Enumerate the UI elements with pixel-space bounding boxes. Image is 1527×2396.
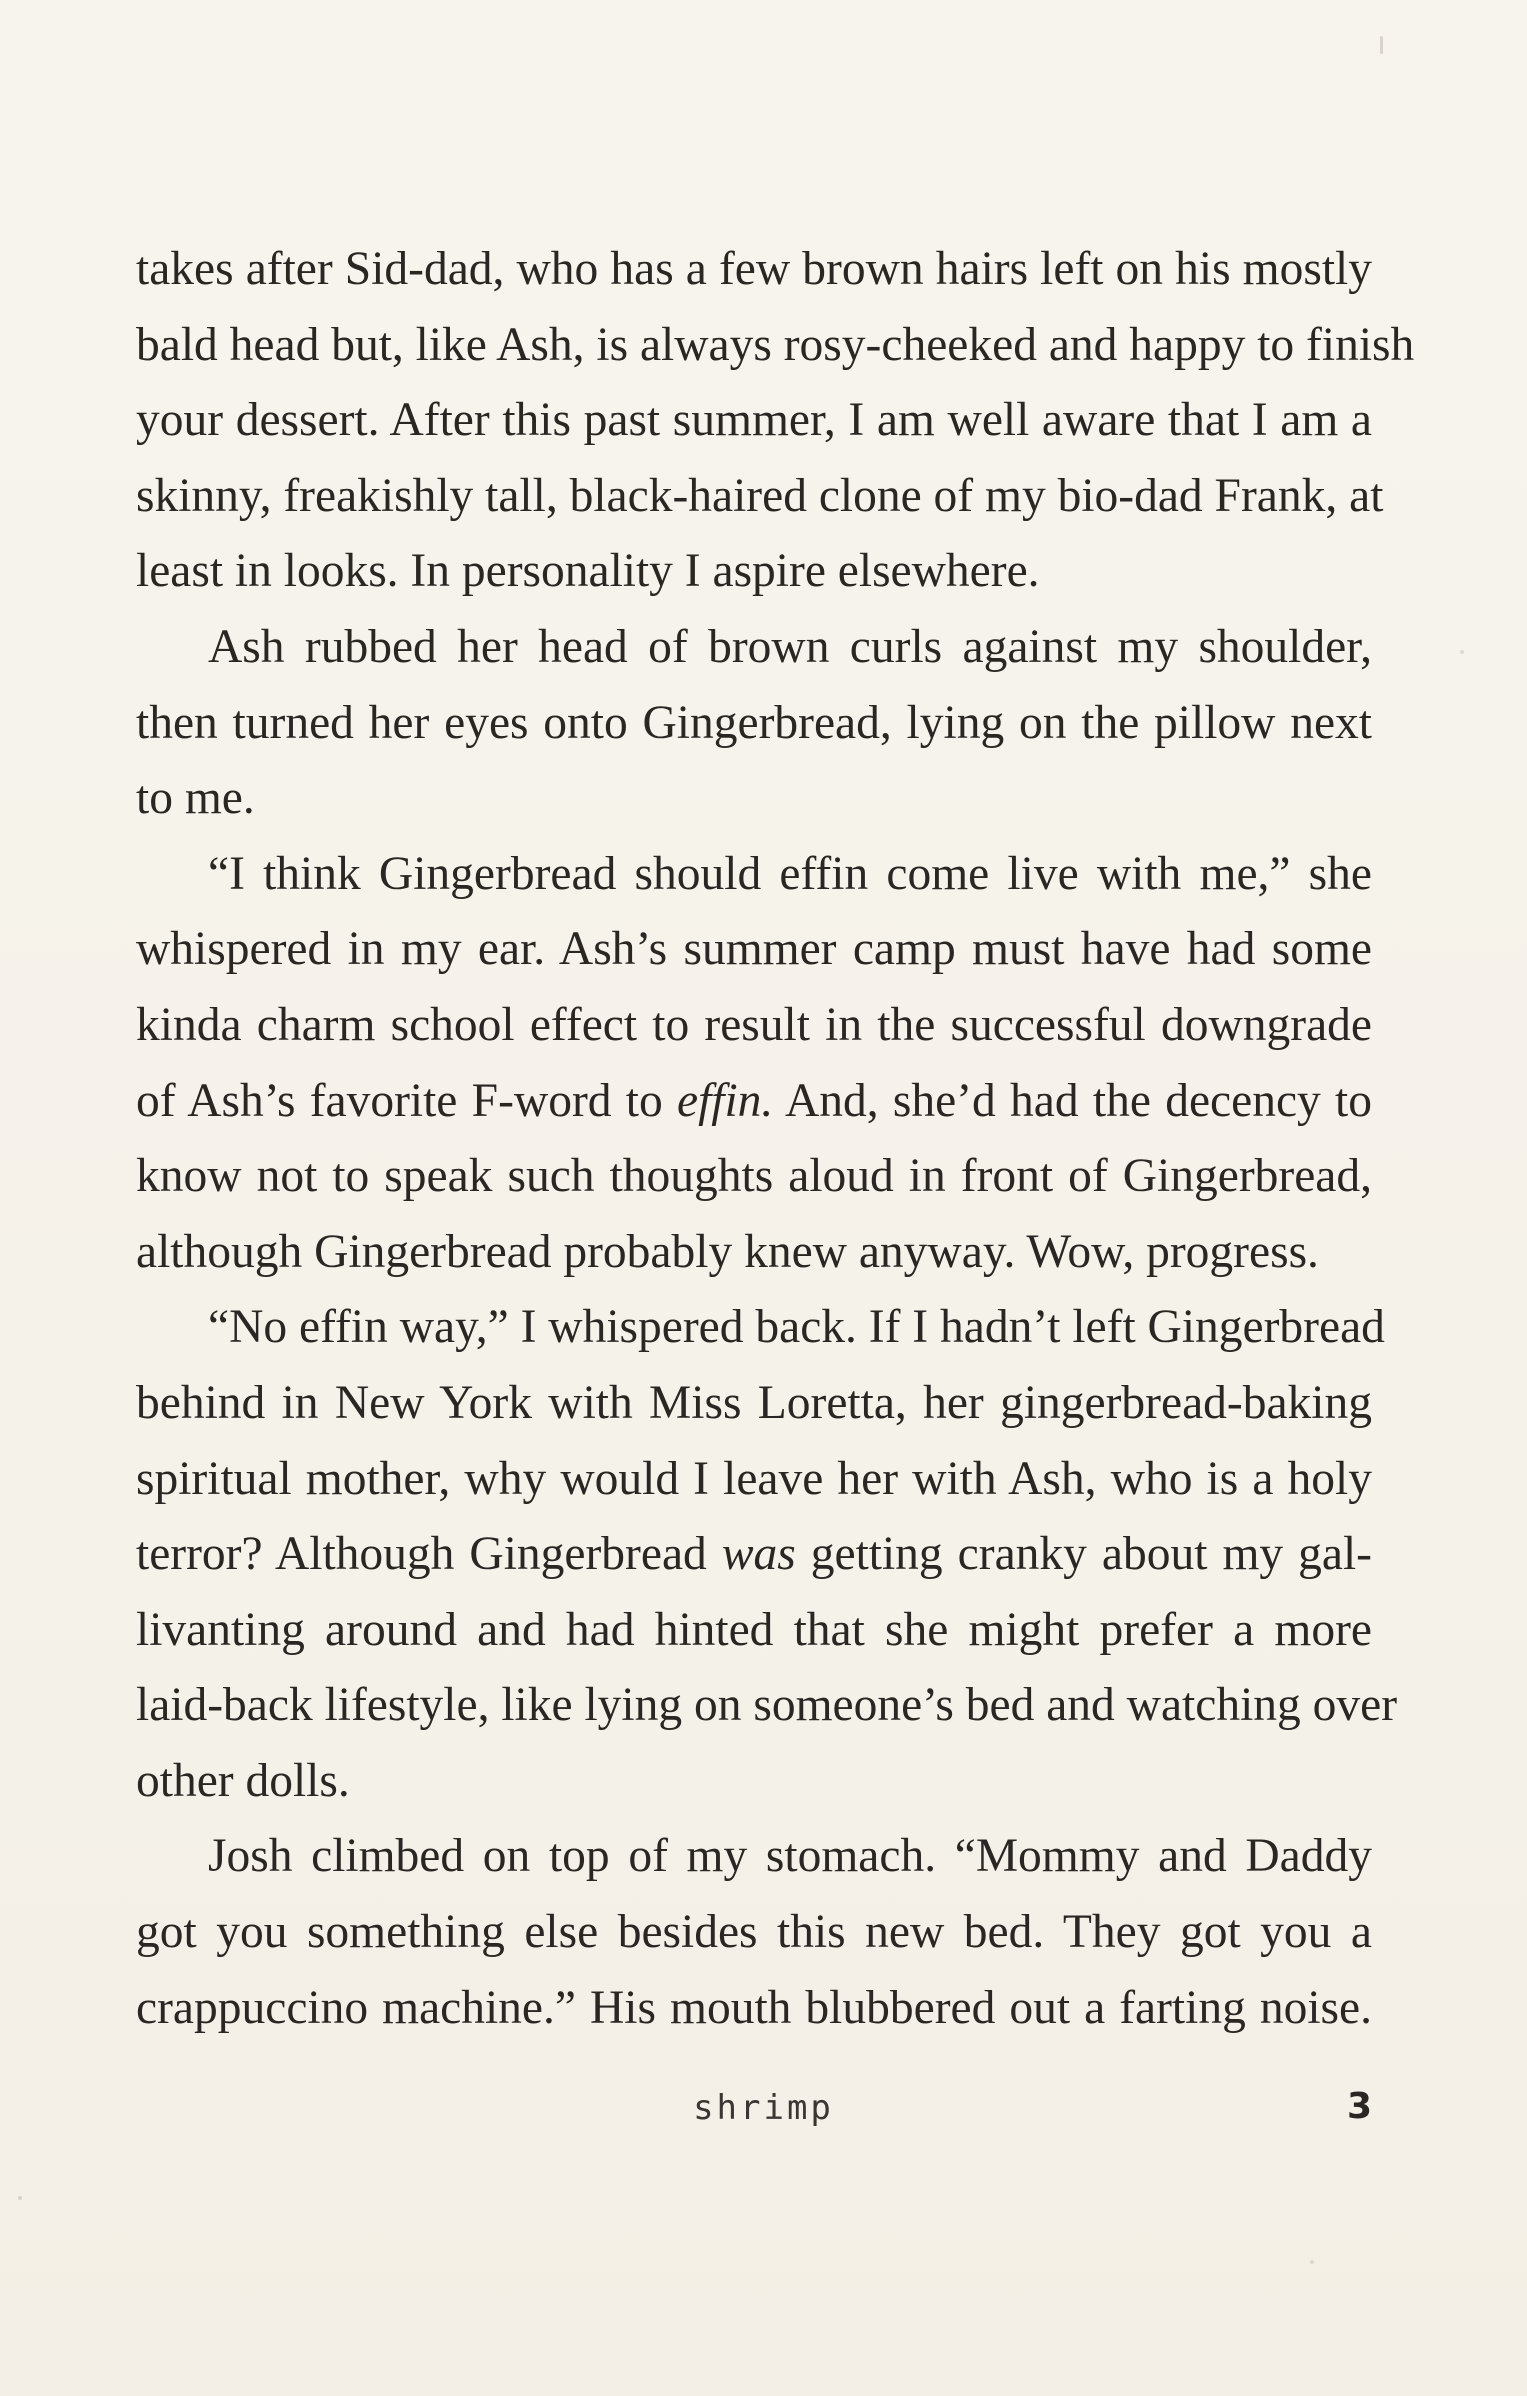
text-line: behind in New York with Miss Loretta, her gingerbread-baking <box>136 1376 1372 1429</box>
text-segment: of Ash’s favorite F-word to <box>136 1074 677 1127</box>
text-line: spiritual mother, why would I leave her with Ash, who is a holy <box>136 1452 1372 1505</box>
text-line: least in looks. In personality I aspire elsewhere. <box>136 545 1040 598</box>
text-line <box>136 1517 1372 1593</box>
text-segment: terror? Although Gingerbread <box>136 1528 722 1581</box>
text-segment: And, she’d had the decency to <box>773 1074 1372 1127</box>
text-line: other dolls. <box>136 1754 350 1807</box>
paper-speck <box>1380 36 1383 54</box>
text-line: “No effin way,” I whispered back. If I hadn’t left Gingerbread <box>208 1301 1385 1354</box>
text-line: Josh climbed on top of my stomach. “Mommy and Daddy <box>208 1830 1372 1883</box>
text-line: Ash rubbed her head of brown curls against my shoulder, <box>208 620 1372 673</box>
text-line: crappuccino machine.” His mouth blubbered out a farting noise. <box>136 1981 1372 2034</box>
text-line: got you something else besides this new bed. They got you a <box>136 1906 1372 1959</box>
text-line: then turned her eyes onto Gingerbread, lying on the pillow next <box>136 696 1372 749</box>
text-line: “I think Gingerbread should effin come live with me,” she <box>208 847 1372 900</box>
paper-speck <box>18 2196 22 2200</box>
body-text <box>136 232 1415 2046</box>
italic-word: was <box>721 1528 796 1581</box>
text-line: kinda charm school effect to result in the successful downgrade <box>136 998 1372 1051</box>
paper-speck <box>1460 650 1464 654</box>
text-line: your dessert. After this past summer, I am well aware that I am a <box>136 394 1372 447</box>
text-line <box>136 1064 1372 1140</box>
text-line: livanting around and had hinted that she might prefer a more <box>136 1603 1372 1656</box>
text-line: takes after Sid-dad, who has a few brown hairs left on his mostly <box>136 243 1372 295</box>
text-line: laid-back lifestyle, like lying on someone’s bed and watching over <box>136 1679 1398 1732</box>
text-line: to me. <box>136 772 255 825</box>
italic-word: effin. <box>677 1074 774 1127</box>
page-number: 3 <box>1346 2086 1372 2127</box>
text-line: know not to speak such thoughts aloud in front of Gingerbread, <box>136 1150 1372 1203</box>
text-line: whispered in my ear. Ash’s summer camp must have had some <box>136 923 1372 976</box>
text-line: skinny, freakishly tall, black-haired clone of my bio-dad Frank, at <box>136 469 1384 522</box>
text-segment: getting cranky about my gal- <box>795 1528 1373 1581</box>
text-line: although Gingerbread probably knew anyway. Wow, progress. <box>136 1225 1319 1278</box>
text-line: bald head but, like Ash, is always rosy-cheeked and happy to finish <box>136 318 1415 371</box>
paper-speck <box>1310 2260 1314 2264</box>
running-footer-title: shrimp <box>693 2088 834 2128</box>
